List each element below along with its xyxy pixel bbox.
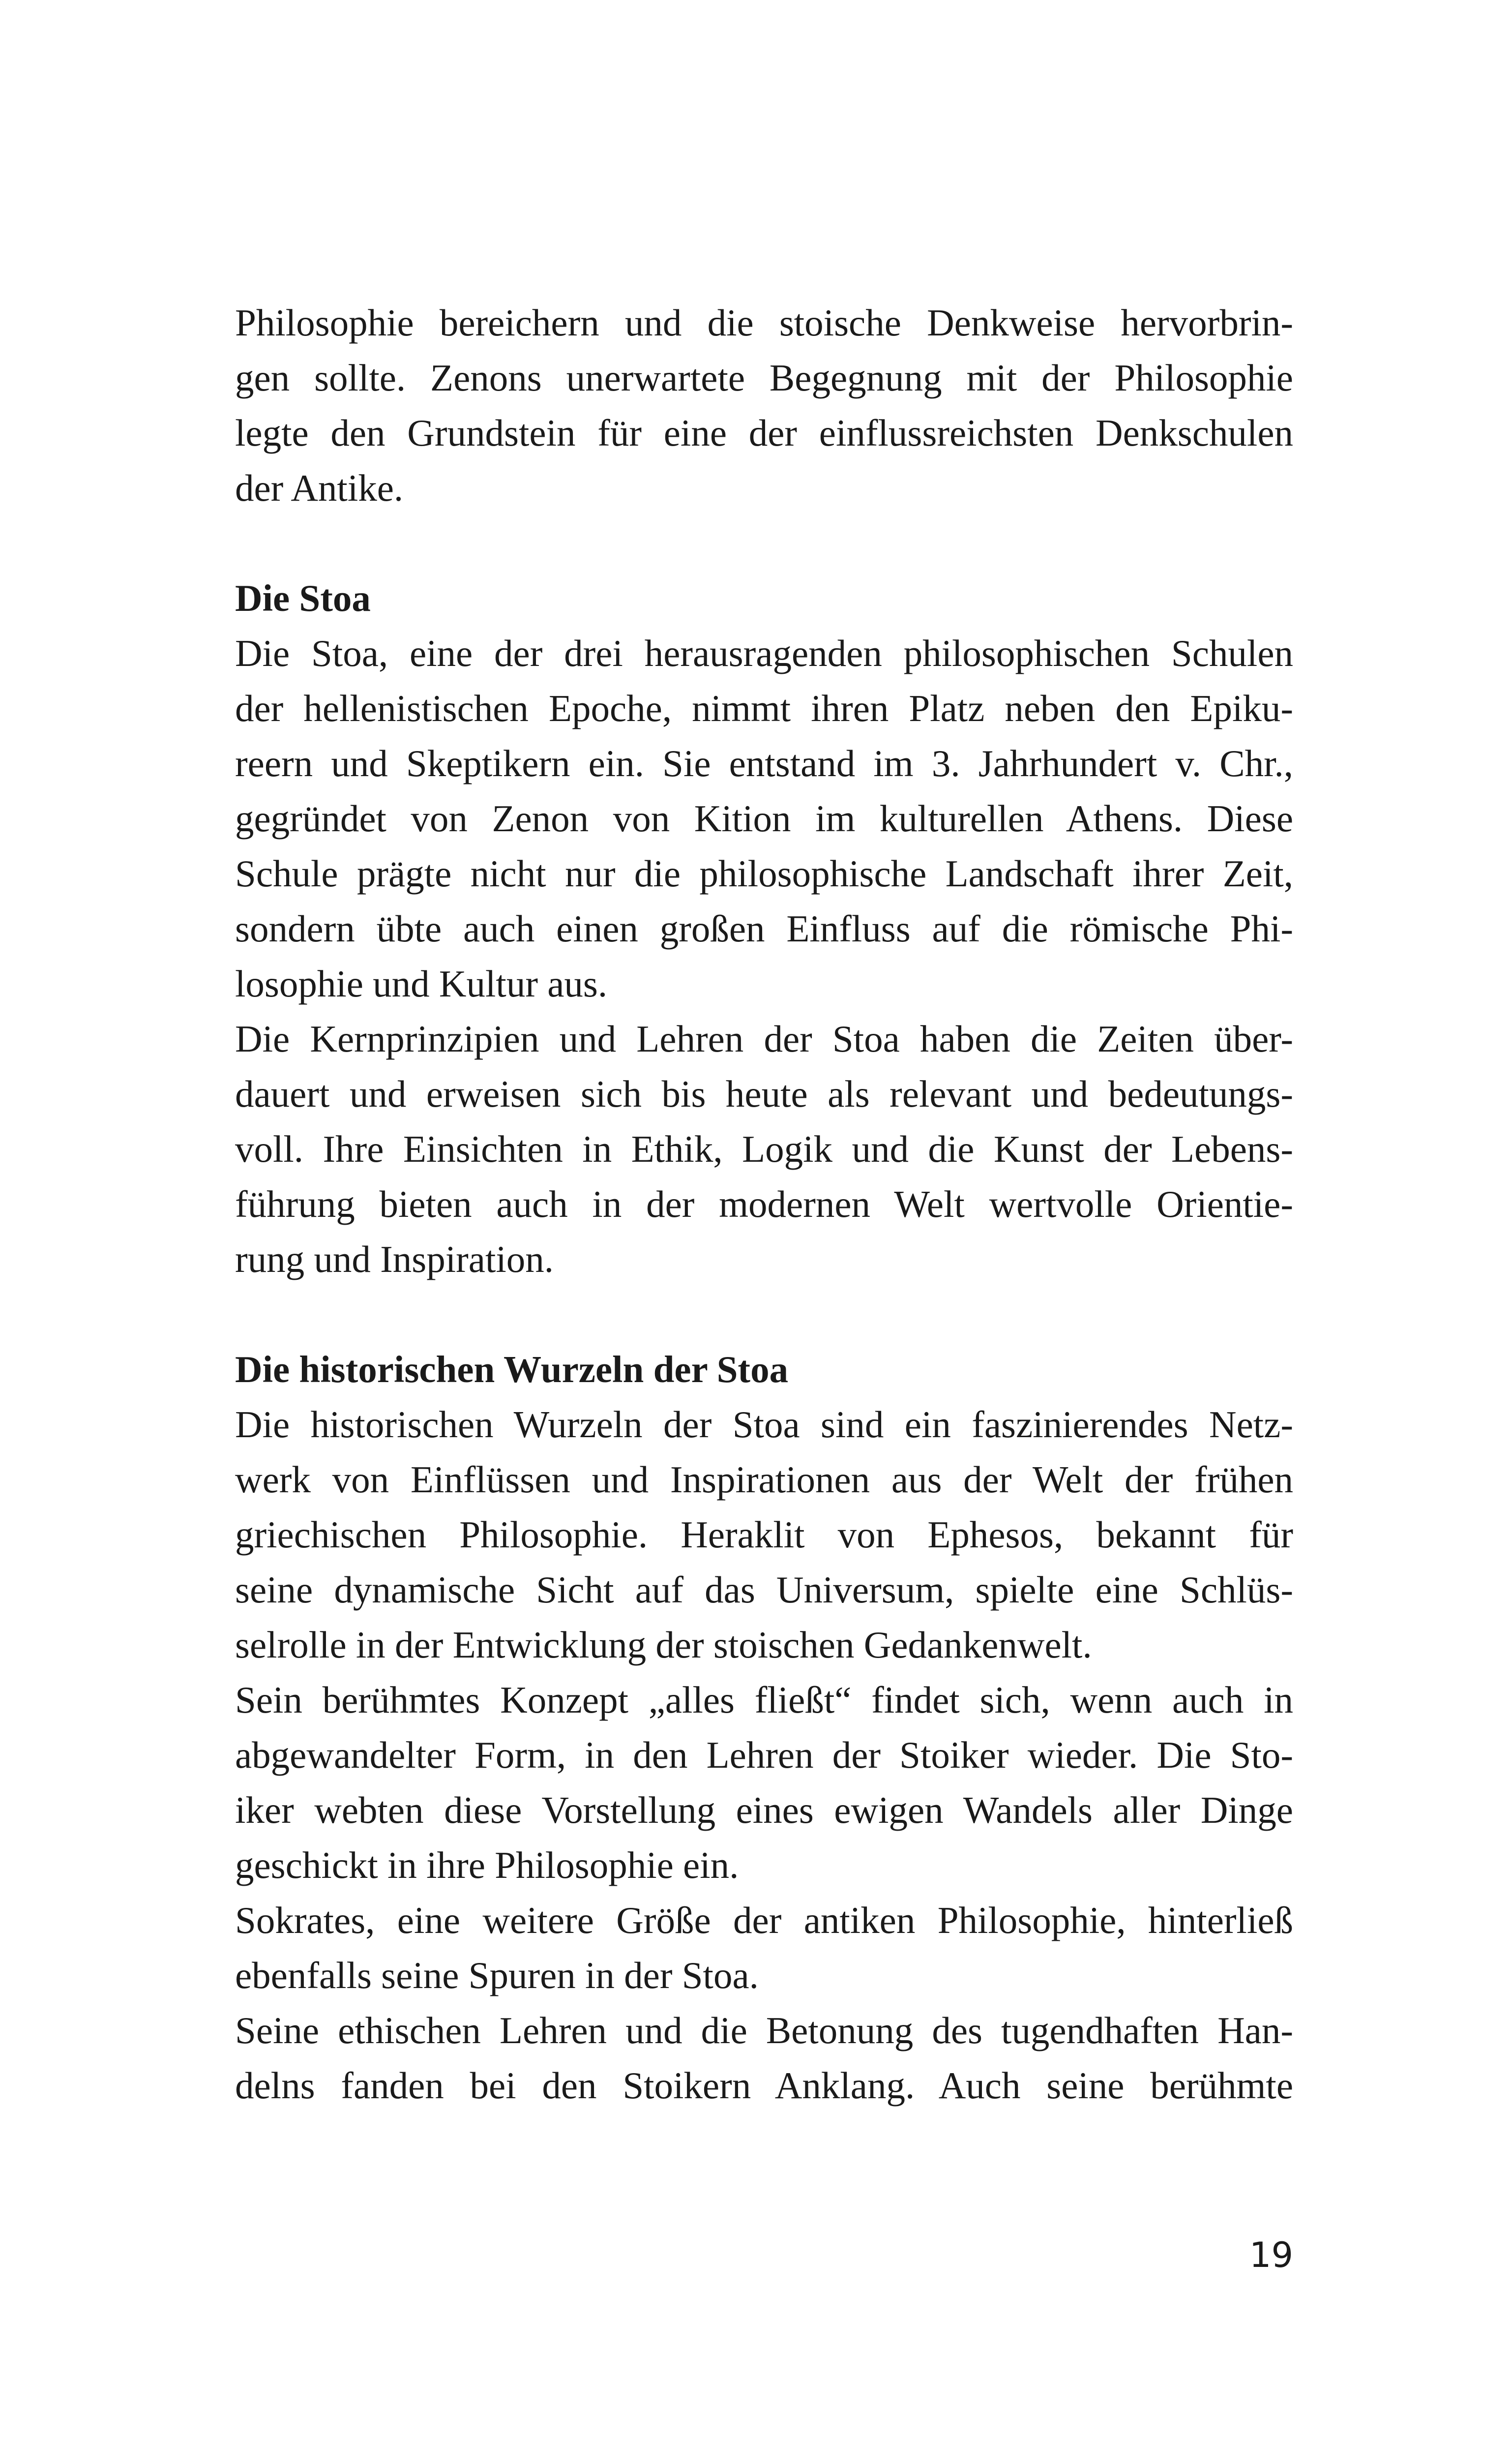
text-line: Sokrates, eine weitere Größe der antiken Philosophie, hinterließ [235, 1899, 1293, 1941]
text-line: der hellenistischen Epoche, nimmt ihren Platz neben den Epiku- [235, 687, 1293, 729]
text-line: geschickt in ihre Philosophie ein. [235, 1844, 739, 1886]
text-line: führung bieten auch in der modernen Welt wertvolle Orientie- [235, 1183, 1293, 1225]
text-line: griechischen Philosophie. Heraklit von Ephesos, bekannt für [235, 1513, 1293, 1556]
text-line: Seine ethischen Lehren und die Betonung des tugendhaften Han- [235, 2009, 1293, 2051]
text-line: dauert und erweisen sich bis heute als relevant und bedeutungs- [235, 1073, 1293, 1115]
text-line: voll. Ihre Einsichten in Ethik, Logik und die Kunst der Lebens- [235, 1128, 1293, 1170]
text-line: Die Kernprinzipien und Lehren der Stoa haben die Zeiten über- [235, 1018, 1293, 1060]
text-line: gegründet von Zenon von Kition im kulturellen Athens. Diese [235, 797, 1293, 840]
text-line: sondern übte auch einen großen Einfluss auf die römische Phi- [235, 907, 1293, 950]
text-line: abgewandelter Form, in den Lehren der Stoiker wieder. Die Sto- [235, 1734, 1293, 1776]
text-line: iker webten diese Vorstellung eines ewigen Wandels aller Dinge [235, 1789, 1293, 1831]
paragraph-gap [235, 1287, 1293, 1342]
page-body-text [235, 295, 1293, 2113]
text-line: legte den Grundstein für eine der einflussreichsten Denkschulen [235, 412, 1293, 454]
page-number: 19 [1249, 2235, 1293, 2275]
text-line: Die historischen Wurzeln der Stoa sind ein faszinierendes Netz- [235, 1403, 1293, 1446]
text-line: werk von Einflüssen und Inspirationen aus der Welt der frühen [235, 1458, 1293, 1501]
text-line: losophie und Kultur aus. [235, 963, 608, 1005]
text-line: reern und Skeptikern ein. Sie entstand im 3. Jahrhundert v. Chr., [235, 742, 1293, 784]
text-line: delns fanden bei den Stoikern Anklang. Auch seine berühmte [235, 2064, 1293, 2107]
text-line: gen sollte. Zenons unerwartete Begegnung mit der Philosophie [235, 357, 1293, 399]
text-line: rung und Inspiration. [235, 1238, 554, 1280]
section-heading: Die Stoa [235, 577, 371, 619]
text-line: Sein berühmtes Konzept „alles fließt“ findet sich, wenn auch in [235, 1679, 1293, 1721]
text-line: Die Stoa, eine der drei herausragenden philosophischen Schulen [235, 632, 1293, 674]
text-line: Schule prägte nicht nur die philosophische Landschaft ihrer Zeit, [235, 852, 1293, 895]
text-line: seine dynamische Sicht auf das Universum, spielte eine Schlüs- [235, 1568, 1293, 1611]
text-line: ebenfalls seine Spuren in der Stoa. [235, 1954, 759, 1996]
text-line: selrolle in der Entwicklung der stoischen Gedankenwelt. [235, 1624, 1092, 1666]
paragraph-gap [235, 515, 1293, 571]
text-line: der Antike. [235, 467, 404, 509]
text-line: Philosophie bereichern und die stoische Denkweise hervorbrin- [235, 302, 1293, 344]
section-heading: Die historischen Wurzeln der Stoa [235, 1348, 789, 1390]
